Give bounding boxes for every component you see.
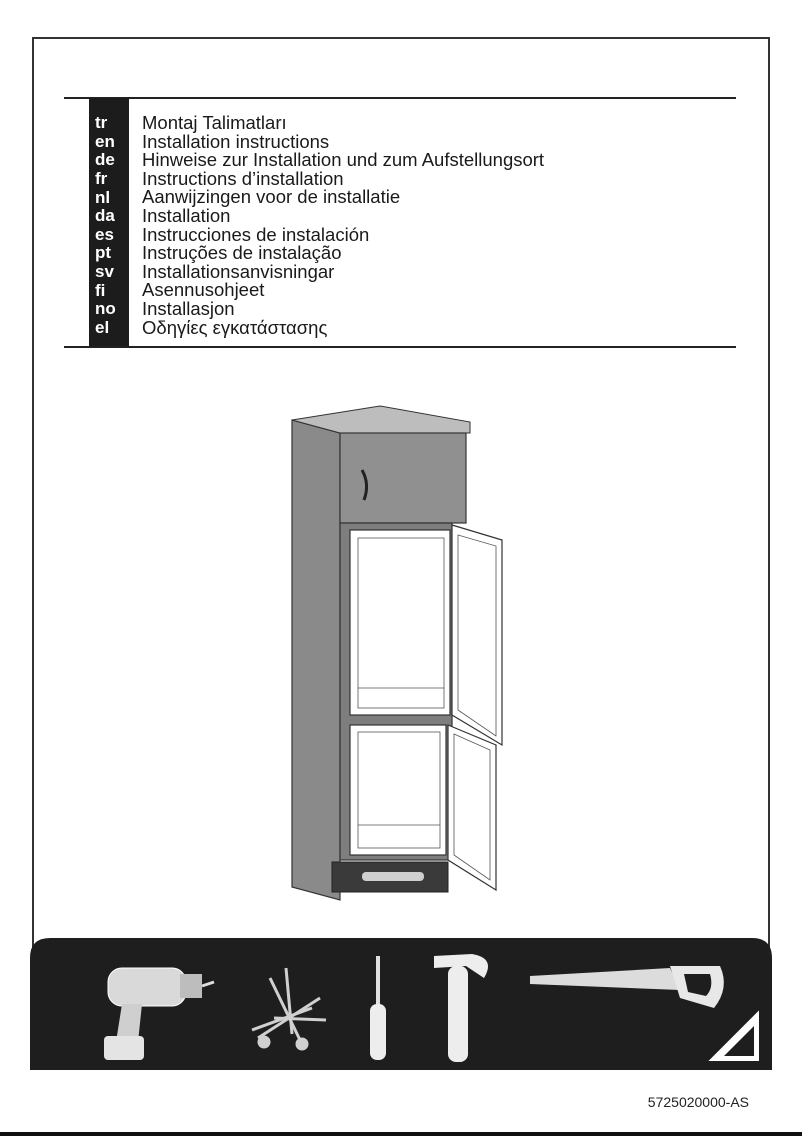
header-bottom-rule [64,346,736,348]
language-title: Aanwijzingen voor de installatie [142,186,401,208]
language-title: Installationsanvisningar [142,260,335,282]
language-code: da [95,206,115,226]
language-title: Asennusohjeet [142,279,265,301]
language-code-bar [89,98,129,346]
page-bottom-border [0,1132,802,1136]
language-code: pt [95,243,112,263]
language-code: el [95,317,110,337]
tools-band [30,938,772,1070]
language-code: es [95,224,114,244]
language-code: sv [95,262,114,282]
document-number: 5725020000-AS [647,1094,749,1110]
language-code: fr [95,169,108,189]
language-title: Hinweise zur Installation und zum Aufstellungsort [142,149,545,171]
language-title: Instrucciones de instalación [142,223,370,245]
language-code: fi [95,280,106,300]
language-title: Installasjon [142,297,235,319]
language-title: Installation instructions [142,130,330,152]
language-code: de [95,150,115,170]
language-code: no [95,299,116,319]
language-title: Instructions d’installation [142,167,344,189]
language-title: Οδηγίες εγκατάστασης [142,316,328,338]
language-title: Instruções de instalação [142,242,342,264]
language-title: Installation [142,204,231,226]
built-in-fridge-illustration [270,400,530,910]
language-code: nl [95,187,111,207]
language-code: en [95,131,115,151]
language-title-list [142,114,544,337]
header-top-rule [64,97,736,99]
language-title: Montaj Talimatları [142,112,287,133]
language-code: tr [95,113,108,133]
